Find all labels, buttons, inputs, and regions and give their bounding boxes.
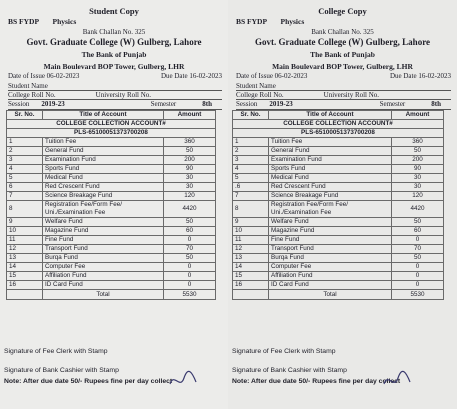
row-number: 4 [233,165,269,174]
row-amount: 50 [164,147,216,156]
row-title: ID Card Fund [269,281,392,290]
table-row [7,165,216,174]
row-number: 16 [7,281,43,290]
row-amount: 120 [164,192,216,201]
row-amount: 0 [164,281,216,290]
bank-challan-no: Bank Challan No. 325 [311,28,374,36]
row-title: Red Crescent Fund [269,183,392,192]
row-number: 16 [233,281,269,290]
session-label: Session [8,100,30,108]
session-row [8,100,222,110]
college-roll-label: College Roll No. [236,91,284,99]
row-number: 14 [233,263,269,272]
table-header [7,111,216,120]
row-title: Science Breakage Fund [269,192,392,201]
branch-address: Main Boulevard BOP Tower, Gulberg, LHR [272,62,413,71]
college-roll-label: College Roll No. [8,91,56,99]
table-row [7,183,216,192]
row-title: Magazine Fund [269,227,392,236]
total-label: Total [269,290,392,300]
row-amount: 0 [392,272,444,281]
row-number: 3 [233,156,269,165]
table-header [233,111,444,120]
row-number: 12 [233,245,269,254]
row-title: Examination Fund [43,156,164,165]
row-title: General Fund [43,147,164,156]
table-row [233,165,444,174]
col-sr-no: Sr. No. [233,111,269,120]
row-amount: 60 [164,227,216,236]
program-line [8,17,76,26]
table-row [233,245,444,254]
total-value: 5530 [392,290,444,300]
row-number: 8 [233,201,269,218]
row-title: General Fund [269,147,392,156]
row-number: 6 [7,183,43,192]
row-title: Tuition Fee [269,138,392,147]
row-number: 2 [233,147,269,156]
table-row [7,227,216,236]
session-row [236,100,451,110]
account-title: COLLEGE COLLECTION ACCOUNT# [233,120,444,129]
row-title: Computer Fee [43,263,164,272]
table-row [233,254,444,263]
subject: Physics [280,17,305,26]
table-row [233,201,444,218]
table-row [233,138,444,147]
row-number: 11 [233,236,269,245]
account-number: PLS-65100051373700208 [7,129,216,138]
row-number: 9 [7,218,43,227]
row-number: 2 [7,147,43,156]
row-title: Examination Fund [269,156,392,165]
subject: Physics [52,17,77,26]
row-title: Tuition Fee [43,138,164,147]
table-row [7,192,216,201]
row-amount: 200 [392,156,444,165]
row-amount: 0 [392,281,444,290]
row-amount: 30 [392,183,444,192]
semester-value: 8th [202,100,212,108]
row-title: Affiliation Fund [43,272,164,281]
row-number: 3 [7,156,43,165]
student-name-field [236,82,451,91]
row-number: 7 [233,192,269,201]
table-row [7,263,216,272]
due-date: Due Date 16-02-2023 [160,72,222,80]
table-row [7,201,216,218]
row-amount: 4420 [164,201,216,218]
row-amount: 0 [164,272,216,281]
student-name-field [8,82,222,91]
table-row [7,147,216,156]
program-line [236,17,304,26]
account-number: PLS-65100051373700208 [233,129,444,138]
row-number: 10 [233,227,269,236]
university-roll-label: University Roll No. [323,91,380,99]
row-amount: 50 [164,254,216,263]
college-name: Govt. Graduate College (W) Gulberg, Lahore [26,37,202,47]
semester-label: Semester [379,100,406,108]
account-title: COLLEGE COLLECTION ACCOUNT# [7,120,216,129]
row-amount: 30 [164,174,216,183]
table-row [7,254,216,263]
table-row [233,263,444,272]
row-number: 12 [7,245,43,254]
account-row [233,120,444,129]
table-row [7,138,216,147]
copy-label: Student Copy [89,6,139,16]
row-number: 13 [233,254,269,263]
row-title: Burqa Fund [43,254,164,263]
due-date: Due Date 16-02-2023 [389,72,451,80]
table-row [233,156,444,165]
row-title: Fine Fund [269,236,392,245]
row-title: Transport Fund [269,245,392,254]
row-amount: 50 [164,218,216,227]
row-number: 1 [7,138,43,147]
row-amount: 0 [164,236,216,245]
bank-cashier-signature: Signature of Bank Cashier with Stamp [4,367,119,374]
fee-clerk-signature: Signature of Fee Clerk with Stamp [232,348,336,355]
table-row [233,174,444,183]
table-row [233,218,444,227]
total-row [233,290,444,300]
col-title: Title of Account [43,111,164,120]
late-fee-note: Note: After due date 50/- Rupees fine per day collect [4,378,173,385]
dates-row [236,72,451,80]
account-number-row [7,129,216,138]
row-title: Transport Fund [43,245,164,254]
semester-label: Semester [150,100,177,108]
fee-clerk-signature: Signature of Fee Clerk with Stamp [4,348,108,355]
row-number: 4 [7,165,43,174]
row-amount: 70 [164,245,216,254]
table-row [233,281,444,290]
semester-value: 8th [431,100,441,108]
table-row [7,272,216,281]
row-amount: 90 [164,165,216,174]
row-amount: 50 [392,218,444,227]
row-amount: 30 [392,174,444,183]
bank-name: The Bank of Punjab [81,50,147,59]
row-title: Medical Fund [43,174,164,183]
row-title: Welfare Fund [269,218,392,227]
session-value: 2019-23 [41,100,65,108]
session-value: 2019-23 [269,100,293,108]
row-amount: 360 [164,138,216,147]
table-row [7,218,216,227]
row-amount: 0 [392,236,444,245]
row-title: Sports Fund [269,165,392,174]
session-label: Session [236,100,258,108]
row-amount: 50 [392,147,444,156]
table-row [233,272,444,281]
university-roll-label: University Roll No. [95,91,152,99]
table-row [7,236,216,245]
program: BS FYDP [8,17,39,26]
program: BS FYDP [236,17,267,26]
bank-name: The Bank of Punjab [310,50,375,59]
row-title: Medical Fund [269,174,392,183]
roll-row [236,91,451,100]
row-amount: 70 [392,245,444,254]
row-title: Burqa Fund [269,254,392,263]
table-row [233,192,444,201]
student-name-label: Student Name [236,82,276,90]
table-row [233,236,444,245]
student-name-label: Student Name [8,82,48,90]
row-number: 5 [7,174,43,183]
bank-challan-no: Bank Challan No. 325 [82,28,146,36]
table-row [7,281,216,290]
row-number: 7 [7,192,43,201]
college-copy [228,0,457,409]
row-title: Red Crescent Fund [43,183,164,192]
row-title: Fine Fund [43,236,164,245]
table-row [233,227,444,236]
row-number: .6 [233,183,269,192]
account-number-row [233,129,444,138]
row-amount: 120 [392,192,444,201]
row-title: Sports Fund [43,165,164,174]
table-row [7,245,216,254]
account-row [7,120,216,129]
row-amount: 50 [392,254,444,263]
total-row [7,290,216,300]
row-amount: 0 [392,263,444,272]
row-amount: 30 [164,183,216,192]
row-number: 11 [7,236,43,245]
row-title: Affiliation Fund [269,272,392,281]
student-copy [0,0,228,409]
col-sr-no: Sr. No. [7,111,43,120]
row-title: Registration Fee/Form Fee/ Uni./Examination Fee [43,201,164,218]
col-amount: Amount [392,111,444,120]
bank-cashier-signature: Signature of Bank Cashier with Stamp [232,367,347,374]
row-title: Registration Fee/Form Fee/ Uni./Examination Fee [269,201,392,218]
copy-label: College Copy [318,6,367,16]
row-number: 15 [233,272,269,281]
row-amount: 60 [392,227,444,236]
table-row [233,147,444,156]
fee-table [6,110,216,300]
fee-table [232,110,444,300]
row-number: 8 [7,201,43,218]
row-number: 13 [7,254,43,263]
row-amount: 90 [392,165,444,174]
late-fee-note: Note: After due date 50/- Rupees fine per day collect [232,378,401,385]
branch-address: Main Boulevard BOP Tower, Gulberg, LHR [43,62,185,71]
issue-date: Date of Issue 06-02-2023 [8,72,80,80]
total-value: 5530 [164,290,216,300]
row-number: 14 [7,263,43,272]
row-number: 10 [7,227,43,236]
row-number: 9 [233,218,269,227]
table-row [233,183,444,192]
dates-row [8,72,222,80]
issue-date: Date of Issue 06-02-2023 [236,72,308,80]
row-number: 5 [233,174,269,183]
col-amount: Amount [164,111,216,120]
pen-scribble [168,370,198,392]
table-row [7,156,216,165]
pen-scribble [382,370,412,392]
row-number: 15 [7,272,43,281]
table-row [7,174,216,183]
row-title: Welfare Fund [43,218,164,227]
row-title: Computer Fee [269,263,392,272]
row-amount: 4420 [392,201,444,218]
col-title: Title of Account [269,111,392,120]
row-title: ID Card Fund [43,281,164,290]
row-title: Science Breakage Fund [43,192,164,201]
total-label: Total [43,290,164,300]
college-name: Govt. Graduate College (W) Gulberg, Lahore [254,37,431,47]
row-amount: 200 [164,156,216,165]
row-amount: 360 [392,138,444,147]
row-amount: 0 [164,263,216,272]
row-title: Magazine Fund [43,227,164,236]
row-number: 1 [233,138,269,147]
roll-row [8,91,222,100]
